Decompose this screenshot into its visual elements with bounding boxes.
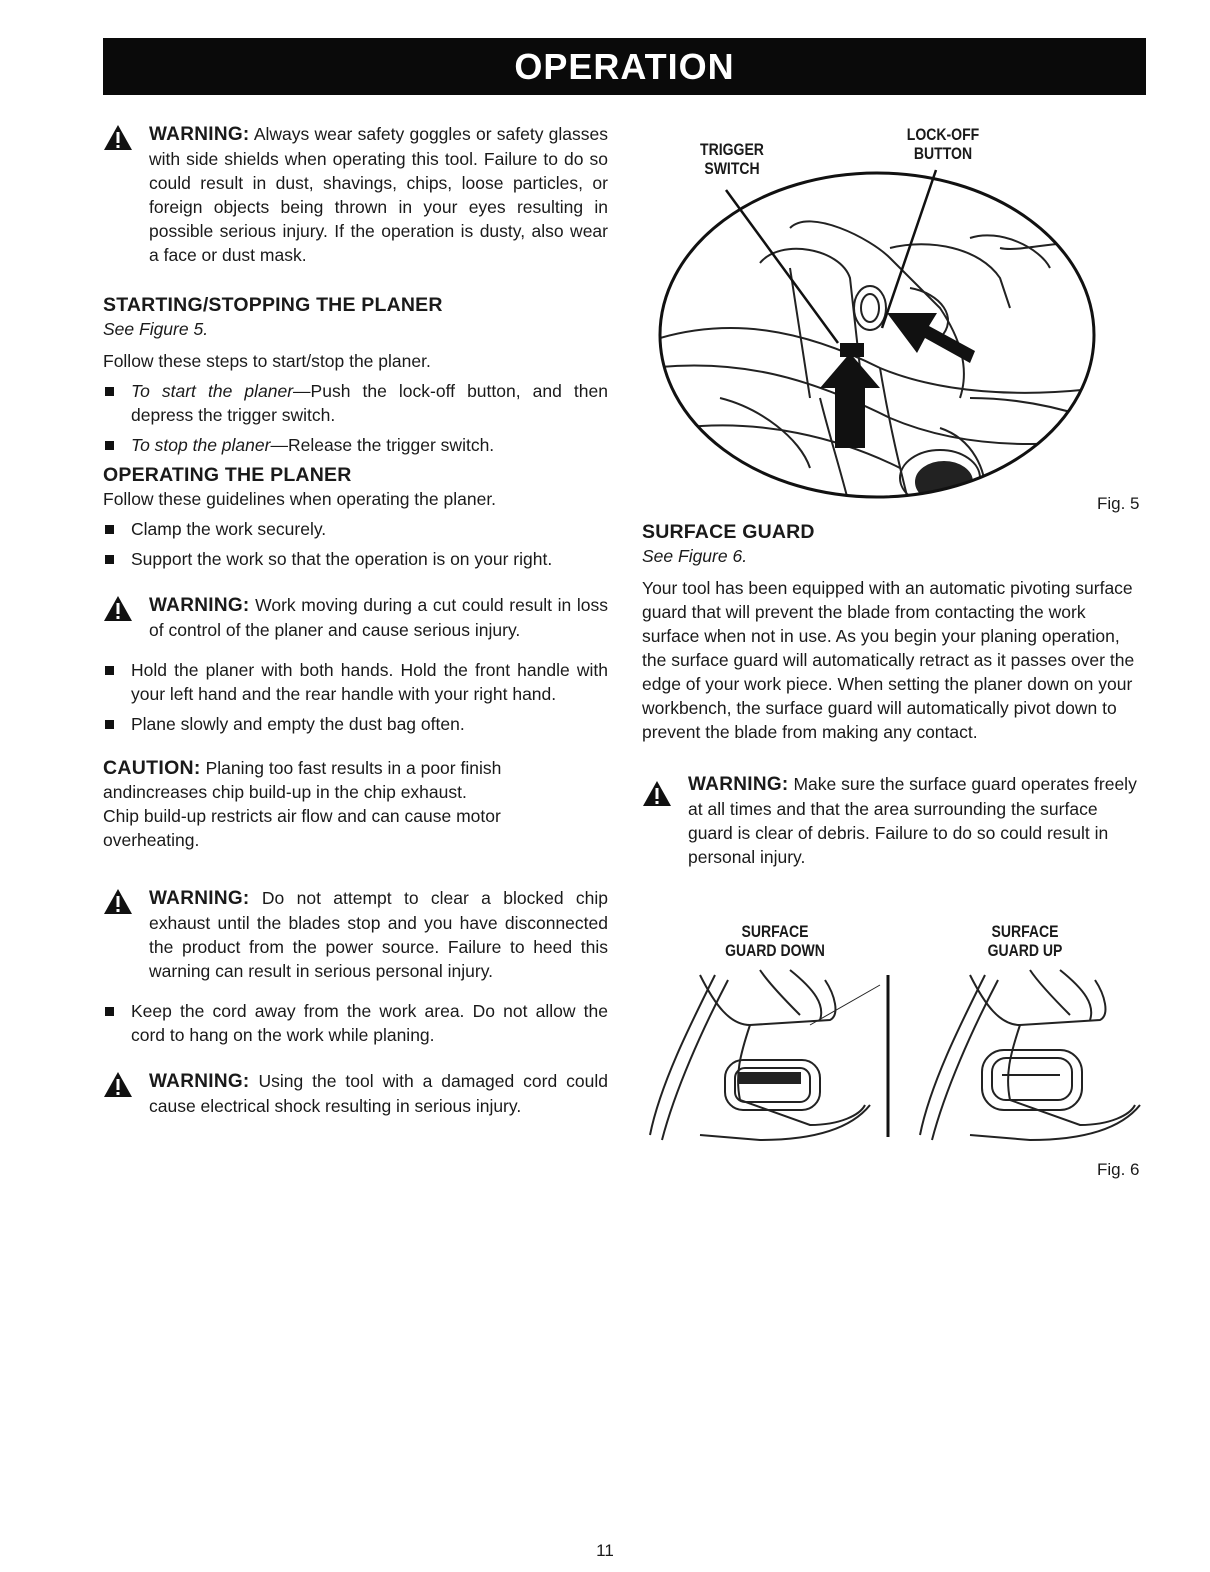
item-text: —Release the trigger switch. [270,435,495,455]
caution-label: CAUTION: [103,757,201,779]
warning-surface-guard [642,772,1146,869]
figure-6-illustration [640,965,1150,1150]
starting-list [103,379,608,457]
list-item [103,712,608,736]
item-text: —Push the lock-off button, and then depress the trigger switch. [131,381,608,425]
warning-icon [103,595,133,622]
item-text: Plane slowly and empty the dust bag often. [131,714,465,734]
magnifier-outline [660,173,1094,497]
bullet-icon [105,720,114,729]
label-line: SURFACE [991,923,1059,941]
heading-surface-guard: SURFACE GUARD [642,521,815,543]
heading-operating: OPERATING THE PLANER [103,464,352,486]
item-lead: To stop the planer [131,435,271,455]
see-figure-5: See Figure 5. [103,319,209,339]
item-text: Clamp the work securely. [131,519,327,539]
warning-icon [103,124,133,151]
warning-text: Work moving during a cut could result in loss of control of the planer and cause serious injury. [149,595,608,640]
figure-5-illustration [640,168,1110,508]
surface-guard-body: Your tool has been equipped with an automatic pivoting surface guard that will prevent the blade from contacting the work surface when not in use. As you begin your planing operation, the surface guard will automatically retract as it passes over the edge of your work piece. When setting the planer down on your workbench, the surface guard will automatically pivot down to prevent the blade from making any contact. [642,578,1135,742]
cord-list [103,999,608,1047]
warning-icon [642,780,672,807]
item-text: Support the work so that the operation is on your right. [131,549,553,569]
bullet-icon [105,525,114,534]
label-line: SWITCH [704,160,760,178]
caution-text: Planing too fast results in a poor finish andincreases chip build-up in the chip exhaust. [103,758,502,802]
warning-goggles [103,122,608,267]
lockoff-leader-line [882,170,936,328]
item-text: Hold the planer with both hands. Hold the front handle with your left hand and the rear handle with your right hand. [131,660,608,704]
warning-text: Using the tool with a damaged cord could cause electrical shock resulting in serious injury. [149,1071,608,1116]
label-line: SURFACE [741,923,809,941]
warning-text: Do not attempt to clear a blocked chip exhaust until the blades stop and you have disconnected the product from the power source. Failure to heed this warning can result in serious personal injury. [149,888,608,981]
bullet-icon [105,1007,114,1016]
caution-text-2: Chip build-up restricts air flow and can cause motor overheating. [103,806,501,850]
list-item [103,547,608,571]
list-item [103,517,608,541]
warning-work-moving [103,593,608,642]
fig6-guard-down-label [711,923,839,961]
warning-label: WARNING: [688,774,789,795]
caution-block [103,756,573,852]
banner-title: OPERATION [514,46,735,87]
fig5-caption: Fig. 5 [1097,494,1140,513]
label-line: LOCK-OFF [906,126,980,144]
page-number: 11 [596,1541,614,1560]
bullet-icon [105,555,114,564]
fig6-caption: Fig. 6 [1097,1160,1140,1179]
warning-icon [103,888,133,915]
see-figure-6: See Figure 6. [642,546,748,566]
starting-intro: Follow these steps to start/stop the planer. [103,351,431,371]
item-lead: To start the planer [131,381,294,401]
bullet-icon [105,666,114,675]
label-line: GUARD UP [987,942,1063,960]
warning-label: WARNING: [149,124,250,145]
right-column [642,520,1146,895]
heading-starting-stopping: STARTING/STOPPING THE PLANER [103,294,443,316]
item-text: Keep the cord away from the work area. Do not allow the cord to hang on the work while planing. [131,1001,608,1045]
list-item [103,999,608,1047]
left-arrow-icon [887,313,975,363]
trigger-switch-icon [840,343,864,357]
warning-icon [103,1071,133,1098]
label-line: BUTTON [913,145,973,163]
guard-up-drawing [920,970,1140,1140]
warning-label: WARNING: [149,1071,250,1092]
operating-intro: Follow these guidelines when operating the planer. [103,489,497,509]
fig5-lockoff-label [896,126,990,164]
label-line: GUARD DOWN [725,942,825,960]
bullet-icon [105,387,114,396]
warning-damaged-cord [103,1069,608,1118]
bullet-icon [105,441,114,450]
operating-list [103,517,608,571]
fig6-guard-up-label [970,923,1081,961]
trigger-leader-line [726,190,838,343]
warning-text: Always wear safety goggles or safety glasses with side shields when operating this tool. Failure to do so could result in dust, shavings, chips, loose particles, or foreign objects being thrown in your eyes resulting in possible serious injury. If the operation is dusty, also wear a face or dust mask. [149,124,608,265]
label-line: TRIGGER [700,141,764,159]
list-item [103,379,608,427]
guard-down-drawing [650,970,880,1140]
left-column [103,122,608,1144]
warning-label: WARNING: [149,888,250,909]
warning-text: Make sure the surface guard operates freely at all times and that the area surrounding the surface guard is clear of debris. Failure to do so could result in personal injury. [688,774,1137,867]
warning-blocked-exhaust [103,886,608,983]
list-item [103,433,608,457]
section-banner [103,38,1146,95]
handling-list [103,658,608,736]
warning-label: WARNING: [149,595,250,616]
list-item [103,658,608,706]
